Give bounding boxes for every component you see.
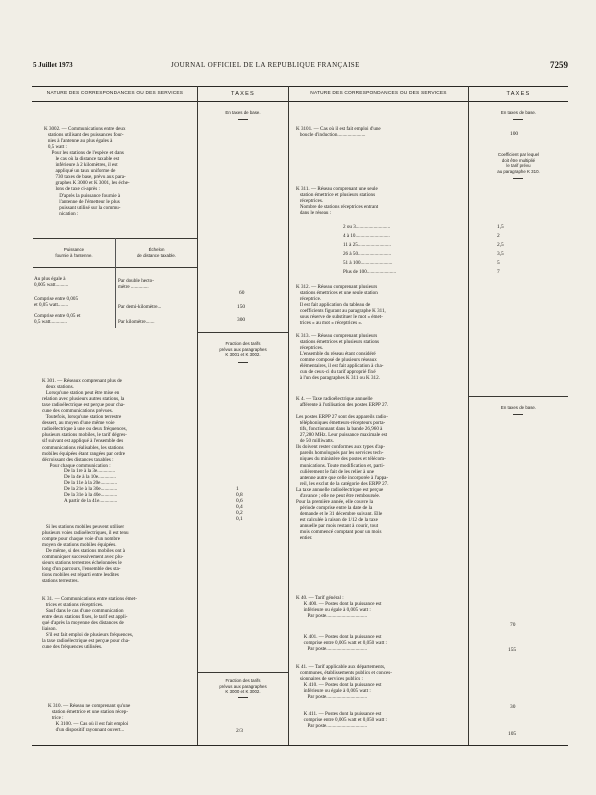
k311-row-value: 7 <box>497 269 500 275</box>
k311-row-label: 2 ou 3........................... <box>343 224 391 230</box>
k311-row-value: 2,5 <box>497 242 504 248</box>
left-column-header-nature: NATURE DES CORRESPONDANCES OU DES SERVICES <box>46 91 184 96</box>
table-row-tax: 150 <box>237 304 246 310</box>
k40-text: K 40. — Tarif général : K 400. — Postes dont la puissance est inférieure ou égale à 0,005 watt : Par poste................................ <box>296 595 382 620</box>
table-row-power: Au plus égale à 0,005 watt.......... <box>34 276 69 289</box>
publication-title: JOURNAL OFFICIEL DE LA REPUBLIQUE FRANÇAISE <box>171 61 360 69</box>
k310-text: K 310. — Réseau ne comprenant qu'une station émettrice et une station récep- trice : K 3100. — Cas où il est fait emploi d'un dispositif rayonnant ouvert... <box>48 703 131 734</box>
page-number: 7259 <box>550 60 568 70</box>
table-row-power: Comprise entre 0,005 et 0,05 watt........ <box>34 296 78 309</box>
left-taxes-unit-dash <box>238 119 248 120</box>
k301-row-label: De la 31e à la 40e............. <box>64 492 118 498</box>
k400-value: 70 <box>510 622 516 628</box>
table-row-scale: Par kilomètre....... <box>118 319 155 325</box>
k301-text: K 301. — Réseaux comprenant plus de deux stations. Lorsqu'une station peut être mise en relation avec plusieurs autres stations, la taxe radioélectrique est perçue pour cha- cune des communications prévues. Toutefois, lorsqu'une station terrestre dessert, au moyen d'une même voie radioélectrique à une ou deux fréquences, plusieurs stations mobiles, le tarif dégres- sif suivant est appliqué à l'ensemble des communications réalisables, les stations mobiles équipées étant rangées par ordre décroissant des distances taxables : Pour chaque communication : <box>42 378 127 469</box>
k301-row-label: De la 21e à la 30e............. <box>64 486 118 492</box>
page-header <box>33 60 568 72</box>
table-row-scale: Par double hecto- mètre .............. <box>118 278 154 291</box>
fraction-note-dash-2 <box>238 697 248 698</box>
k312-text: K 312. — Réseau comprenant plusieurs stations émettrices et une seule station réceptrice. Il est fait application du tableau de coefficients figurant au paragraphe K 311, sous réserve de substituer le mot « émet- trices » au mot « réceptrices ». <box>296 284 386 327</box>
table-row-scale: Par demi-kilomètre... <box>118 304 162 310</box>
k401-value: 155 <box>508 647 517 653</box>
k313-text: K 313. — Réseau comprenant plusieurs stations émettrices et plusieurs stations réceptrices. L'ensemble du réseau étant considéré comme composé de plusieurs réseaux élémentaires, il est fait application à cha- cun de ceux-ci du tarif approprié fixé à l'un des paragraphes K 311 ou K 312. <box>296 333 384 382</box>
k301-row-label: De la 1re à la 3e.............. <box>64 468 116 474</box>
k301-row-value: 0,4 <box>236 504 243 510</box>
k301-row-value: 1 <box>236 486 239 492</box>
k301-row-value: 0,1 <box>236 516 243 522</box>
table-row-tax: 300 <box>237 317 246 323</box>
issue-date: 5 Juillet 1973 <box>33 61 73 69</box>
k4-text: K 4. — Taxe radioélectrique annuelle afférente à l'utilisation des postes ERPP 27. Les postes ERPP 27 sont des appareils radio- téléphoniques émetteurs-récepteurs porta- tifs, fonctionnant dans la bande 26,960 à 27,280 MHz. Leur puissance maximale est de 50 milliwatts. Ils doivent rester conformes aux types d'ap- pareils homologués par les services tech- niques du ministère des postes et télécom- munications. Toute modification et, parti- culièrement le fait de les relier à une antenne autre que celle incorporée à l'appa- reil, les exclut de la catégorie des ERPP 27. La taxe annuelle radioélectrique est perçue d'avance ; elle ne peut être remboursée. Pour la première année, elle couvre la période comprise entre la date de la demande et le 31 décembre suivant. Elle est calculée à raison de 1/12 de la taxe annuelle par mois restant à courir, tout mois commencé comptant pour un mois entier. <box>296 396 389 542</box>
k311-row-value: 5 <box>497 260 500 266</box>
right-taxes-unit-label-2: En taxes de base. <box>500 405 537 410</box>
k3101-text: K 3101. — Cas où il est fait emploi d'une boucle d'induction...................... <box>296 126 381 139</box>
header-rule-top <box>32 86 568 87</box>
k3002-text: K 3002. — Communications entre deux stations utilisant des puissances four- nies à l'antenne au plus égales à 0,5 watt : Pour les stations de l'espèce et dans le cas où la distance taxable est inférieure à 2 kilomètres, il est appliqué un taux uniforme de 730 taxes de base, prévu aux para- graphes K 3000 et K 3001, les éche- lons de taxe ci-après : D'après la puissance fournie à l'antenne de l'émetteur le plus puissant utilisé sur la commu- nication : <box>44 126 130 217</box>
k301-row-value: 0,8 <box>236 492 243 498</box>
k401-text: K 401. — Postes dont la puissance est comprise entre 0,005 watt et 0,050 watt : Par poste................................ <box>303 634 387 653</box>
k311-row-label: 26 à 50.......................... <box>343 251 392 257</box>
left-taxes-unit-label: En taxes de base. <box>225 110 261 115</box>
k311-row-label: Plus de 100....................... <box>343 269 397 275</box>
k301-row-label: De la 11e à la 20e............. <box>64 480 117 486</box>
column-divider-center <box>288 86 289 745</box>
column-divider-right-taxes <box>468 86 469 745</box>
k311-row-label: 51 à 100......................... <box>343 260 393 266</box>
k301-row-value: 0,6 <box>236 498 243 504</box>
fraction-note-k3000: Fraction des tarifs prévus aux paragraphes K 3000 et K 3002. <box>219 678 267 695</box>
k3101-value: 100 <box>510 131 519 137</box>
left-taxes-separator-2 <box>198 672 288 673</box>
k301-row-label: A partir de la 41e.............. <box>64 498 118 504</box>
k301-row-value: 0,2 <box>236 510 243 516</box>
table-row-power: Comprise entre 0,05 et 0,5 watt............. <box>34 313 81 326</box>
k410-value: 30 <box>510 704 516 710</box>
k301-row-label: De la 4e à la 10e.............. <box>64 474 116 480</box>
left-column-header-taxes: TAXES <box>231 91 255 97</box>
fraction-note-dash <box>238 362 248 363</box>
k3100-value: 2/3 <box>236 728 243 734</box>
fraction-note-k3001: Fraction des tarifs prévus aux paragraphes K 3001 et K 3002. <box>219 341 267 358</box>
table-head-power: Puissance fournie à l'antenne. <box>55 247 93 258</box>
k301-continued-text: Si les stations mobiles peuvent utiliser plusieurs voies radioélectriques, il est tenu compte pour chaque voie d'un nombre moyen de stations mobiles équipées. De même, si des stations mobiles ont à communiquer successivement avec plu- sieurs stations terrestres échelonnées le long d'un parcours, l'ensemble des sta- tions mobiles est réparti entre lesdites stations terrestres. <box>42 524 129 585</box>
k411-value: 105 <box>508 731 517 737</box>
right-column-header-taxes: TAXES <box>506 91 531 97</box>
k311-row-value: 3,5 <box>497 251 504 257</box>
k31-text: K 31. — Communications entre stations émet- trices et stations réceptrices. Sauf dans le cas d'une communication entre deux stations fixes, le tarif est appli- qué d'après la moyenne des distances de liaison. S'il est fait emploi de plusieurs fréquences, la taxe radioélectrique est perçue pour cha- cune des fréquences utilisées. <box>42 596 137 651</box>
footer-rule <box>32 745 568 746</box>
k311-row-label: 4 à 10........................... <box>343 233 390 239</box>
column-divider-left-taxes <box>197 86 198 745</box>
right-taxes-unit-label: En taxes de base. <box>500 110 537 115</box>
table-row-tax: 60 <box>239 290 245 296</box>
right-taxes-separator <box>469 396 568 397</box>
k41-text: K 41. — Tarif applicable aux départements, communes, établissements publics et conces- sionnaires de services publics : K 410. — Postes dont la puissance est inférieure ou égale à 0,005 watt : Par poste................................ <box>296 664 392 701</box>
left-taxes-separator <box>198 332 288 333</box>
k311-text: K 311. — Réseau comprenant une seule station émettrice et plusieurs stations réceptrices. Nombre de stations réceptrices entrant dans le réseau : <box>296 186 379 217</box>
right-column-header-nature: NATURE DES CORRESPONDANCES OU DES SERVICES <box>310 91 447 96</box>
k311-row-label: 11 à 25.......................... <box>343 242 391 248</box>
header-rule-bottom <box>32 101 568 102</box>
k311-row-value: 2 <box>497 233 500 239</box>
table-head-scale: Échelon de distance taxable. <box>136 247 177 258</box>
k311-row-value: 1,5 <box>497 224 504 230</box>
coefficient-note: Coefficient par lequel doit être multiplié le tarif prévu au paragraphe K 310. <box>497 152 540 174</box>
k411-text: K 411. — Postes dont la puissance est comprise entre 0,005 watt et 0,050 watt : Par poste................................ <box>303 711 387 730</box>
right-taxes-unit-dash-2 <box>513 414 523 415</box>
coefficient-note-dash <box>513 178 523 179</box>
right-taxes-unit-dash <box>513 119 523 120</box>
